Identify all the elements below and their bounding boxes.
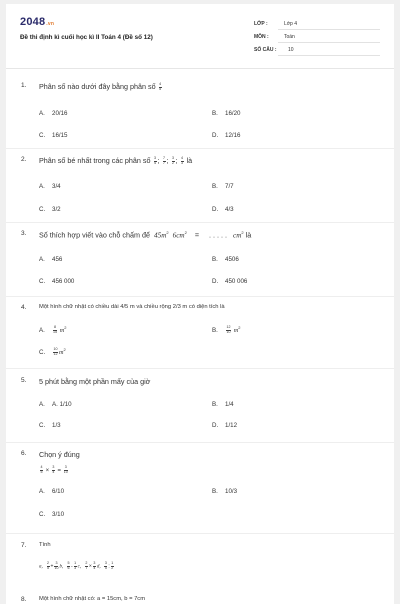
meta-question-count: SỐ CÂU : 10: [254, 46, 380, 56]
option-a[interactable]: A. 3/4: [39, 183, 61, 190]
option-d[interactable]: D. 450 006: [212, 278, 248, 285]
site-logo[interactable]: 2048.vn: [20, 16, 55, 28]
option-c[interactable]: C. 3/2: [39, 206, 61, 213]
option-c[interactable]: C. 16/15: [39, 132, 68, 139]
header-divider: [6, 68, 394, 69]
option-d[interactable]: D. 4/3: [212, 206, 234, 213]
question-1-text: Phân số nào dưới đây bằng phân số $\frac{4}{5}$: [39, 81, 162, 91]
separator: [6, 148, 394, 149]
option-c[interactable]: C. 456 000: [39, 278, 75, 285]
question-7-text: Tính: [39, 542, 51, 548]
question-7-expressions: a, $\frac{2}{5}$ + $\frac{3}{10}$ b, $\frac{5}{6}$ - $\frac{1}{3}$ c, $\frac{2}{7}$ × $\frac{3}{4}$ d, $\frac{3}{5}$ : $\frac{1}{2}$: [39, 561, 114, 570]
option-d[interactable]: D. 1/12: [212, 422, 238, 429]
option-a[interactable]: A. $\frac{8}{15}$ $m^2$: [39, 325, 67, 335]
question-2-text: Phân số bé nhất trong các phân số $\frac{3}{4}$ ; $\frac{7}{7}$ ; $\frac{3}{2}$ ; $\frac{4}{3}$ là: [39, 155, 193, 165]
separator: [6, 222, 394, 223]
separator: [6, 296, 394, 297]
option-a[interactable]: A. A. 1/10: [39, 401, 72, 408]
option-b[interactable]: B. 7/7: [212, 183, 234, 190]
separator: [6, 368, 394, 369]
meta-class: LỚP : Lớp 4: [254, 20, 380, 30]
exam-title: Đề thi định kì cuối học kì II Toán 4 (Đề số 12): [20, 34, 153, 41]
separator: [6, 442, 394, 443]
option-a[interactable]: A. 456: [39, 256, 63, 263]
option-c[interactable]: C. 1/3: [39, 422, 61, 429]
question-6-text: Chọn ý đúng: [39, 450, 80, 459]
option-a[interactable]: A. 20/16: [39, 110, 68, 117]
separator: [6, 533, 394, 534]
exam-page: 2048.vn Đề thi định kì cuối học kì II Toán 4 (Đề số 12) LỚP : Lớp 4 MÔN : Toán SỐ CÂU : 10 1. Phân số nào dưới đây bằng phân số $\frac{4}{5}$ A. 20/16 B. 16/20 C. 16/15 D. 12/16 2. Phân số bé nhất trong các phân số $\frac{3}{4}$ ; $\frac{7}{7}$ ; $\frac{3}{2}$ ; $\frac{4}{3}$ là A. 3/4 B. 7/7 C. 3/2 D. 4/3 3. Số thích hợp viết vào chỗ chấm để $45m^2$ $6cm^2$ = . . . . . $cm^2$ là A. 456 B. 4506 C. 456 000 D. 450 006 4. Một hình chữ nhật có chiều dài 4/5 m và chiều rộng 2/3 m có diện tích là A. $\frac{8}{15}$ $m^2$ B. $\frac{12}{10}$ $m^2$ C. $\frac{10}{12}$ $m^2$ 5. 5 phút bằng một phần mấy của giờ A. A. 1/10 B. 1/4 C. 1/3 D. 1/12 6. Chọn ý đúng $\frac{4}{5}$ × $\frac{3}{4}$ = $\frac{3}{10}$ A. 6/10 B. 10/3 C. 3/10 7. Tính a, $\frac{2}{5}$ + $\frac{3}{10}$ b, $\frac{5}{6}$ - $\frac{1}{3}$ c, $\frac{2}{7}$ × $\frac{3}{4}$ d, $\frac{3}{5}$ : $\frac{1}{2}$ 8. Một hình chữ nhật có: a = 15cm, b = 7cm: [6, 4, 394, 604]
option-a[interactable]: A. 6/10: [39, 488, 65, 495]
question-8-text: Một hình chữ nhật có: a = 15cm, b = 7cm: [39, 596, 146, 602]
option-b[interactable]: B. 4506: [212, 256, 239, 263]
option-c[interactable]: C. $\frac{10}{12}$ $m^2$: [39, 347, 66, 357]
question-5-text: 5 phút bằng một phần mấy của giờ: [39, 377, 151, 386]
question-4-text: Một hình chữ nhật có chiều dài 4/5 m và chiều rộng 2/3 m có diện tích là: [39, 304, 225, 310]
option-c[interactable]: C. 3/10: [39, 511, 65, 518]
exam-header: [6, 4, 394, 66]
option-b[interactable]: B. 1/4: [212, 401, 234, 408]
meta-subject: MÔN : Toán: [254, 33, 380, 43]
question-6-expression: $\frac{4}{5}$ × $\frac{3}{4}$ = $\frac{3}{10}$: [40, 465, 68, 474]
option-b[interactable]: B. 10/3: [212, 488, 238, 495]
option-b[interactable]: B. 16/20: [212, 110, 241, 117]
question-3-text: Số thích hợp viết vào chỗ chấm để $45m^2$ $6cm^2$ = . . . . . $cm^2$ là: [39, 230, 252, 240]
option-d[interactable]: D. 12/16: [212, 132, 241, 139]
option-b[interactable]: B. $\frac{12}{10}$ $m^2$: [212, 325, 241, 335]
